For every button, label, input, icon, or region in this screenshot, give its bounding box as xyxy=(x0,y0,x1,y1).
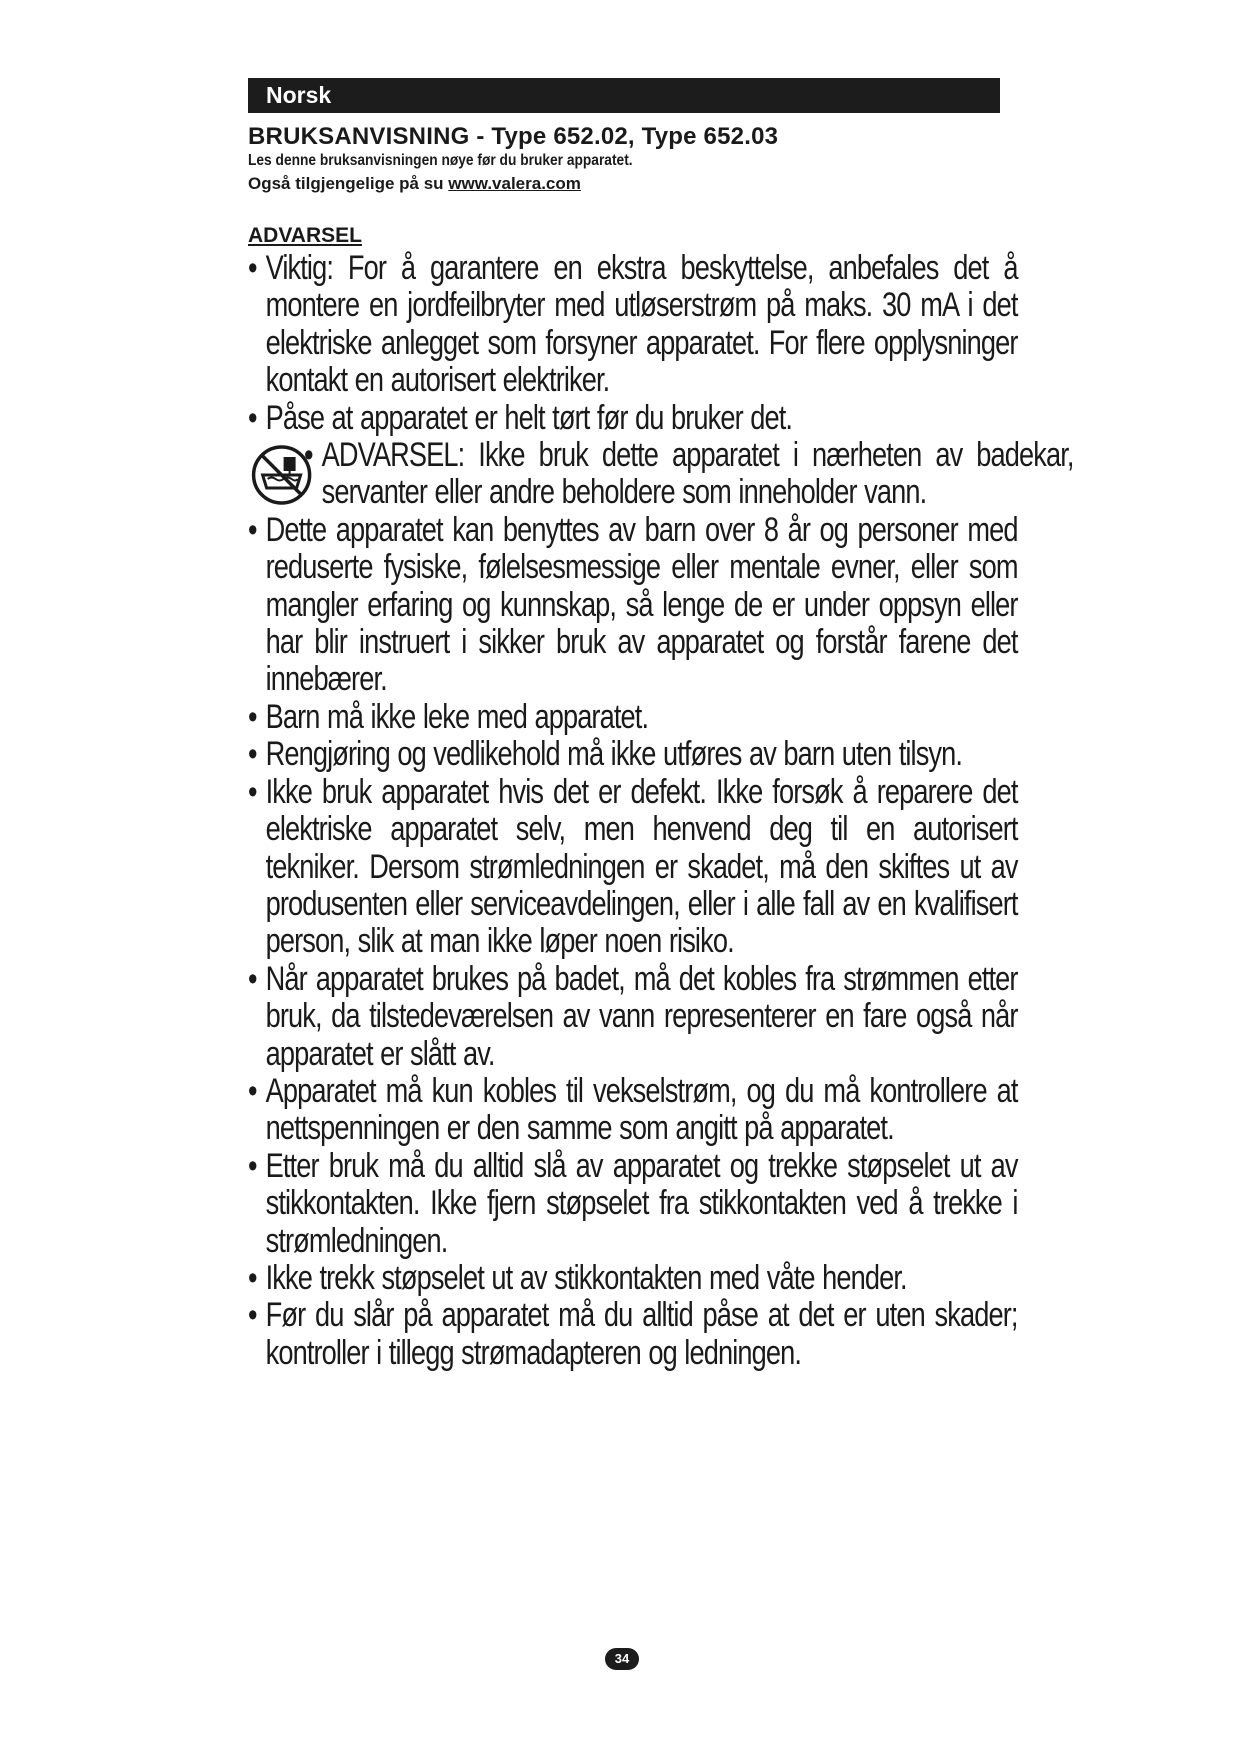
warning-text: Før du slår på apparatet må du alltid påse at det er uten skader; kontroller i tillegg strømadapteren og ledningen. xyxy=(265,1296,1018,1372)
warning-text: Viktig: For å garantere en ekstra beskyttelse, anbefales det å montere en jordfeilbryter med utløserstrøm på maks. 30 mA i det elektriske anlegget som forsyner apparatet. For flere opplysninger kontakt en autorisert elektriker. xyxy=(265,249,1018,400)
bullet: • xyxy=(248,735,257,774)
online-availability-note xyxy=(248,171,1000,197)
bullet: • xyxy=(248,510,257,549)
warning-item xyxy=(248,699,1018,736)
warning-item xyxy=(248,774,1018,961)
warning-text: Når apparatet brukes på badet, må det kobles fra strømmen etter bruk, da tilstedeværelsen av vann representerer en fare også når apparatet er slått av. xyxy=(265,959,1018,1073)
bullet: • xyxy=(248,1146,257,1185)
warning-item xyxy=(248,1148,1018,1260)
language-label: Norsk xyxy=(266,82,332,108)
warning-text: Barn må ikke leke med apparatet. xyxy=(265,697,649,736)
warning-item xyxy=(248,1297,1018,1372)
language-bar xyxy=(248,78,1000,113)
bullet: • xyxy=(304,436,313,475)
bullet: • xyxy=(248,1071,257,1110)
bullet: • xyxy=(248,249,257,287)
bullet: • xyxy=(248,697,257,736)
manual-page xyxy=(248,78,1074,1372)
page-number: 34 xyxy=(605,1648,639,1670)
warning-item xyxy=(248,437,1074,512)
warning-text: ADVARSEL: Ikke bruk dette apparatet i nærheten av badekar, servanter eller andre beholdere som inneholder vann. xyxy=(321,436,1074,512)
warning-item xyxy=(248,1260,1018,1297)
warning-item xyxy=(248,400,1018,437)
website-link[interactable]: www.valera.com xyxy=(448,174,581,193)
warning-item xyxy=(248,1073,1018,1148)
warning-text: Påse at apparatet er helt tørt før du bruker det. xyxy=(265,398,793,437)
bullet: • xyxy=(248,772,257,811)
warning-item xyxy=(248,961,1018,1073)
warning-text: Rengjøring og vedlikehold må ikke utføres av barn uten tilsyn. xyxy=(265,735,963,774)
warning-item xyxy=(248,512,1018,699)
bullet: • xyxy=(248,1296,257,1335)
warning-text: Ikke bruk apparatet hvis det er defekt. Ikke forsøk å reparere det elektriske apparatet selv, men henvend deg til en autorisert tekniker. Dersom strømledningen er skadet, må den skiftes ut av produsenten eller serviceavdelingen, eller i alle fall av en kvalifisert person, slik at man ikke løper noen risiko. xyxy=(265,772,1018,961)
warning-item xyxy=(248,250,1018,400)
warning-text: Ikke trekk støpselet ut av stikkontakten med våte hender. xyxy=(265,1258,907,1297)
warning-text: Apparatet må kun kobles til vekselstrøm, og du må kontrollere at nettspenningen er den samme som angitt på apparatet. xyxy=(265,1071,1018,1148)
warning-text: Dette apparatet kan benyttes av barn over 8 år og personer med reduserte fysiske, følelsesmessige eller mentale evner, eller som mangler erfaring og kunnskap, så lenge de er under oppsyn eller har blir instruert i sikker bruk av apparatet og forstår farene det innebærer. xyxy=(265,510,1018,699)
warning-item xyxy=(248,736,1018,773)
read-instructions-note: Les denne bruksanvisningen nøye før du bruker apparatet. xyxy=(248,152,633,169)
manual-title: BRUKSANVISNING - Type 652.02, Type 652.03 xyxy=(248,123,779,150)
warnings-list xyxy=(248,249,1074,1372)
section-heading-warning: ADVARSEL xyxy=(248,224,362,247)
online-prefix: Også tilgjengelige på su xyxy=(248,174,444,193)
bullet: • xyxy=(248,959,257,998)
bullet: • xyxy=(248,1258,257,1297)
warning-text: Etter bruk må du alltid slå av apparatet og trekke støpselet ut av stikkontakten. Ikke fjern støpselet fra stikkontakten ved å trekke i strømledningen. xyxy=(265,1146,1018,1260)
bullet: • xyxy=(248,398,257,437)
